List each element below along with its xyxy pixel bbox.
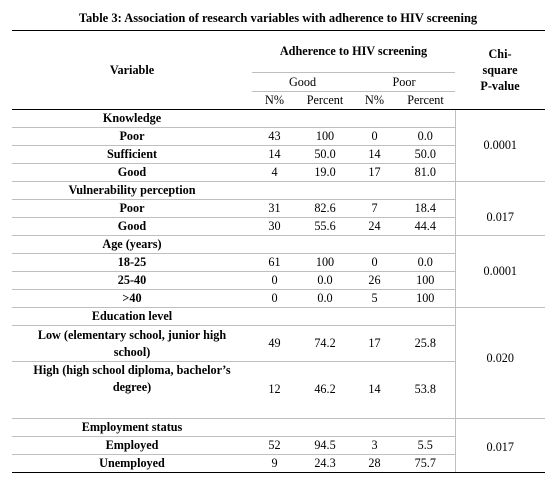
row-label: Unemployed: [99, 456, 165, 470]
p-value-knowledge: 0.0001: [455, 110, 545, 182]
good-n-cell: 0: [271, 273, 278, 287]
poor-n-cell: 17: [368, 165, 381, 179]
poor-percent-cell: 18.4: [414, 201, 436, 215]
good-n-cell: 61: [268, 255, 281, 269]
row-label-line2: degree): [112, 380, 152, 394]
row-label: Poor: [119, 201, 145, 215]
good-n-cell: 12: [268, 382, 281, 397]
row-label-line2: school): [113, 344, 151, 359]
header-good-percent: Percent: [297, 92, 353, 110]
poor-n-cell: 7: [371, 201, 378, 215]
row-label: 18-25: [117, 255, 147, 269]
poor-percent-cell: 44.4: [414, 219, 436, 233]
good-n-cell: 14: [268, 147, 281, 161]
row-label: Sufficient: [106, 147, 158, 161]
poor-percent-cell: 100: [416, 291, 435, 305]
poor-percent-cell: 81.0: [414, 165, 436, 179]
good-percent-cell: 24.3: [314, 456, 336, 470]
header-poor-n: N%: [353, 92, 396, 110]
group-title-vulnerability: Vulnerability perception: [68, 183, 196, 197]
poor-n-cell: 0: [371, 255, 378, 269]
header-good: Good: [252, 73, 353, 92]
good-n-cell: 31: [268, 201, 281, 215]
good-n-cell: 9: [271, 456, 278, 470]
good-n-cell: 4: [271, 165, 278, 179]
good-percent-cell: 50.0: [314, 147, 336, 161]
good-percent-cell: 82.6: [314, 201, 336, 215]
poor-n-cell: 0: [371, 129, 378, 143]
good-percent-cell: 19.0: [314, 165, 336, 179]
header-good-n: N%: [252, 92, 297, 110]
poor-n-cell: 28: [368, 456, 381, 470]
header-chi-square: [455, 31, 545, 110]
good-percent-cell: 46.2: [314, 382, 336, 397]
good-n-cell: 52: [268, 438, 281, 452]
poor-n-cell: 17: [368, 336, 381, 350]
header-variable: Variable: [12, 31, 252, 110]
poor-n-cell: 5: [371, 291, 378, 305]
poor-percent-cell: 53.8: [414, 382, 436, 397]
poor-percent-cell: 100: [416, 273, 435, 287]
row-label: Good: [117, 165, 147, 179]
header-chi-line3: P-value: [480, 79, 520, 93]
row-label-line1: High (high school diploma, bachelor’s: [33, 363, 231, 377]
p-value-education: 0.020: [455, 308, 545, 419]
row-label: Good: [117, 219, 147, 233]
row-label: 25-40: [117, 273, 147, 287]
poor-percent-cell: 5.5: [417, 438, 433, 452]
good-n-cell: 0: [271, 291, 278, 305]
p-value-vulnerability: 0.017: [455, 182, 545, 236]
group-title-age: Age (years): [102, 237, 162, 251]
group-title-education: Education level: [91, 309, 173, 323]
poor-n-cell: 26: [368, 273, 381, 287]
header-chi-line1: Chi-: [488, 47, 512, 61]
poor-n-cell: 14: [368, 147, 381, 161]
good-percent-cell: 100: [315, 255, 335, 269]
table-caption: Table 3: Association of research variables with adherence to HIV screening: [78, 11, 478, 25]
poor-percent-cell: 0.0: [417, 255, 433, 269]
good-n-cell: 49: [268, 336, 281, 350]
poor-percent-cell: 75.7: [414, 456, 436, 470]
p-value-age: 0.0001: [455, 236, 545, 308]
p-value-employment: 0.017: [455, 419, 545, 473]
good-percent-cell: 74.2: [314, 336, 336, 350]
good-percent-cell: 94.5: [314, 438, 336, 452]
row-label: >40: [122, 291, 142, 305]
row-label: Employed: [105, 438, 159, 452]
group-title-knowledge: Knowledge: [102, 111, 162, 125]
good-percent-cell: 100: [315, 129, 335, 143]
header-poor-percent: Percent: [396, 92, 455, 110]
good-n-cell: 43: [268, 129, 281, 143]
poor-n-cell: 3: [371, 438, 378, 452]
header-chi-line2: square: [482, 63, 518, 77]
poor-percent-cell: 50.0: [414, 147, 436, 161]
poor-percent-cell: 0.0: [417, 129, 433, 143]
header-poor: Poor: [353, 73, 455, 92]
poor-n-cell: 14: [368, 382, 381, 397]
results-table: [12, 30, 545, 473]
good-percent-cell: 0.0: [317, 273, 333, 287]
good-percent-cell: 0.0: [317, 291, 333, 305]
row-label: [12, 326, 252, 362]
header-adherence: Adherence to HIV screening: [279, 44, 428, 58]
poor-n-cell: 24: [368, 219, 381, 233]
group-title-employment: Employment status: [81, 420, 183, 434]
row-label: [12, 362, 252, 418]
row-label: Poor: [119, 129, 145, 143]
good-n-cell: 30: [268, 219, 281, 233]
row-label-line1: Low (elementary school, junior high: [37, 327, 227, 342]
poor-percent-cell: 25.8: [414, 336, 436, 350]
good-percent-cell: 55.6: [314, 219, 336, 233]
